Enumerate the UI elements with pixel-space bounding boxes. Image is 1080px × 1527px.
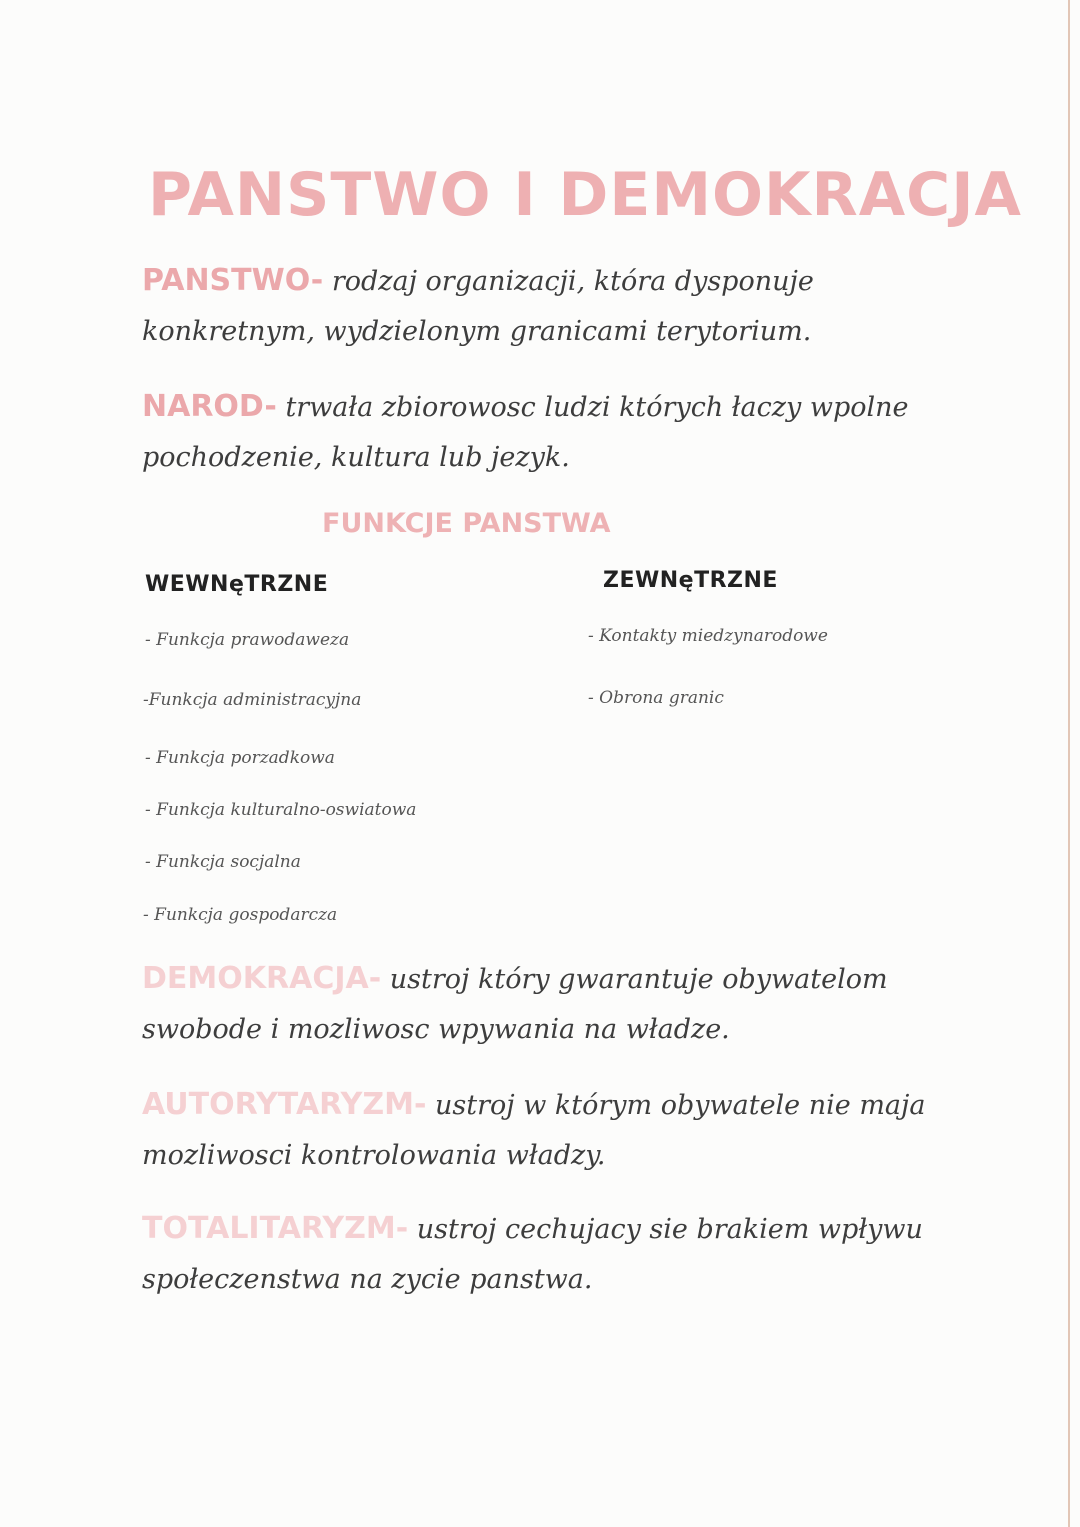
definition-demokracja bbox=[142, 954, 942, 1055]
list-item: - Funkcja gospodarcza bbox=[143, 905, 338, 925]
list-item: - Funkcja socjalna bbox=[145, 852, 301, 872]
definition-text: ustroj cechujacy sie brakiem wpływu społeczenstwa na zycie panstwa. bbox=[142, 1214, 923, 1295]
term-separator: - bbox=[395, 1211, 409, 1246]
term-separator: - bbox=[310, 263, 324, 298]
list-item: - Obrona granic bbox=[588, 688, 724, 708]
definition-text: ustroj w którym obywatele nie maja mozliwosci kontrolowania władzy. bbox=[142, 1090, 926, 1171]
column-external bbox=[603, 568, 778, 593]
column-internal bbox=[145, 572, 328, 597]
term-demokracja: DEMOKRACJA bbox=[142, 961, 369, 996]
page-edge-line bbox=[1068, 0, 1070, 1527]
page-title: PANSTWO I DEMOKRACJA bbox=[148, 160, 1022, 230]
section-title-funkcje: FUNKCJE PANSTWA bbox=[322, 508, 611, 539]
list-item: - Funkcja porzadkowa bbox=[145, 748, 335, 768]
term-autorytaryzm: AUTORYTARYZM bbox=[142, 1087, 414, 1122]
definition-panstwo bbox=[142, 256, 942, 357]
term-separator: - bbox=[264, 389, 277, 424]
term-separator: - bbox=[413, 1087, 427, 1122]
definition-text: ustroj który gwarantuje obywatelom swobode i mozliwosc wpywania na władze. bbox=[142, 964, 888, 1045]
definition-text: rodzaj organizacji, która dysponuje konkretnym, wydzielonym granicami terytorium. bbox=[142, 266, 814, 347]
list-item: - Funkcja kulturalno-oswiatowa bbox=[145, 800, 417, 820]
term-separator: - bbox=[368, 961, 382, 996]
column-heading-internal: WEWNęTRZNE bbox=[145, 572, 329, 597]
definition-narod bbox=[142, 382, 942, 483]
list-item: - Funkcja prawodaweza bbox=[145, 630, 350, 650]
column-heading-external: ZEWNęTRZNE bbox=[603, 568, 778, 593]
definition-text: trwała zbiorowosc ludzi których łaczy wpolne pochodzenie, kultura lub jezyk. bbox=[142, 392, 909, 473]
term-panstwo: PANSTWO bbox=[142, 263, 311, 298]
list-item: -Funkcja administracyjna bbox=[143, 690, 362, 710]
definition-autorytaryzm bbox=[142, 1080, 942, 1181]
term-narod: NAROD bbox=[142, 389, 265, 424]
definition-totalitaryzm bbox=[142, 1204, 942, 1305]
list-item: - Kontakty miedzynarodowe bbox=[588, 626, 828, 646]
term-totalitaryzm: TOTALITARYZM bbox=[142, 1211, 396, 1246]
